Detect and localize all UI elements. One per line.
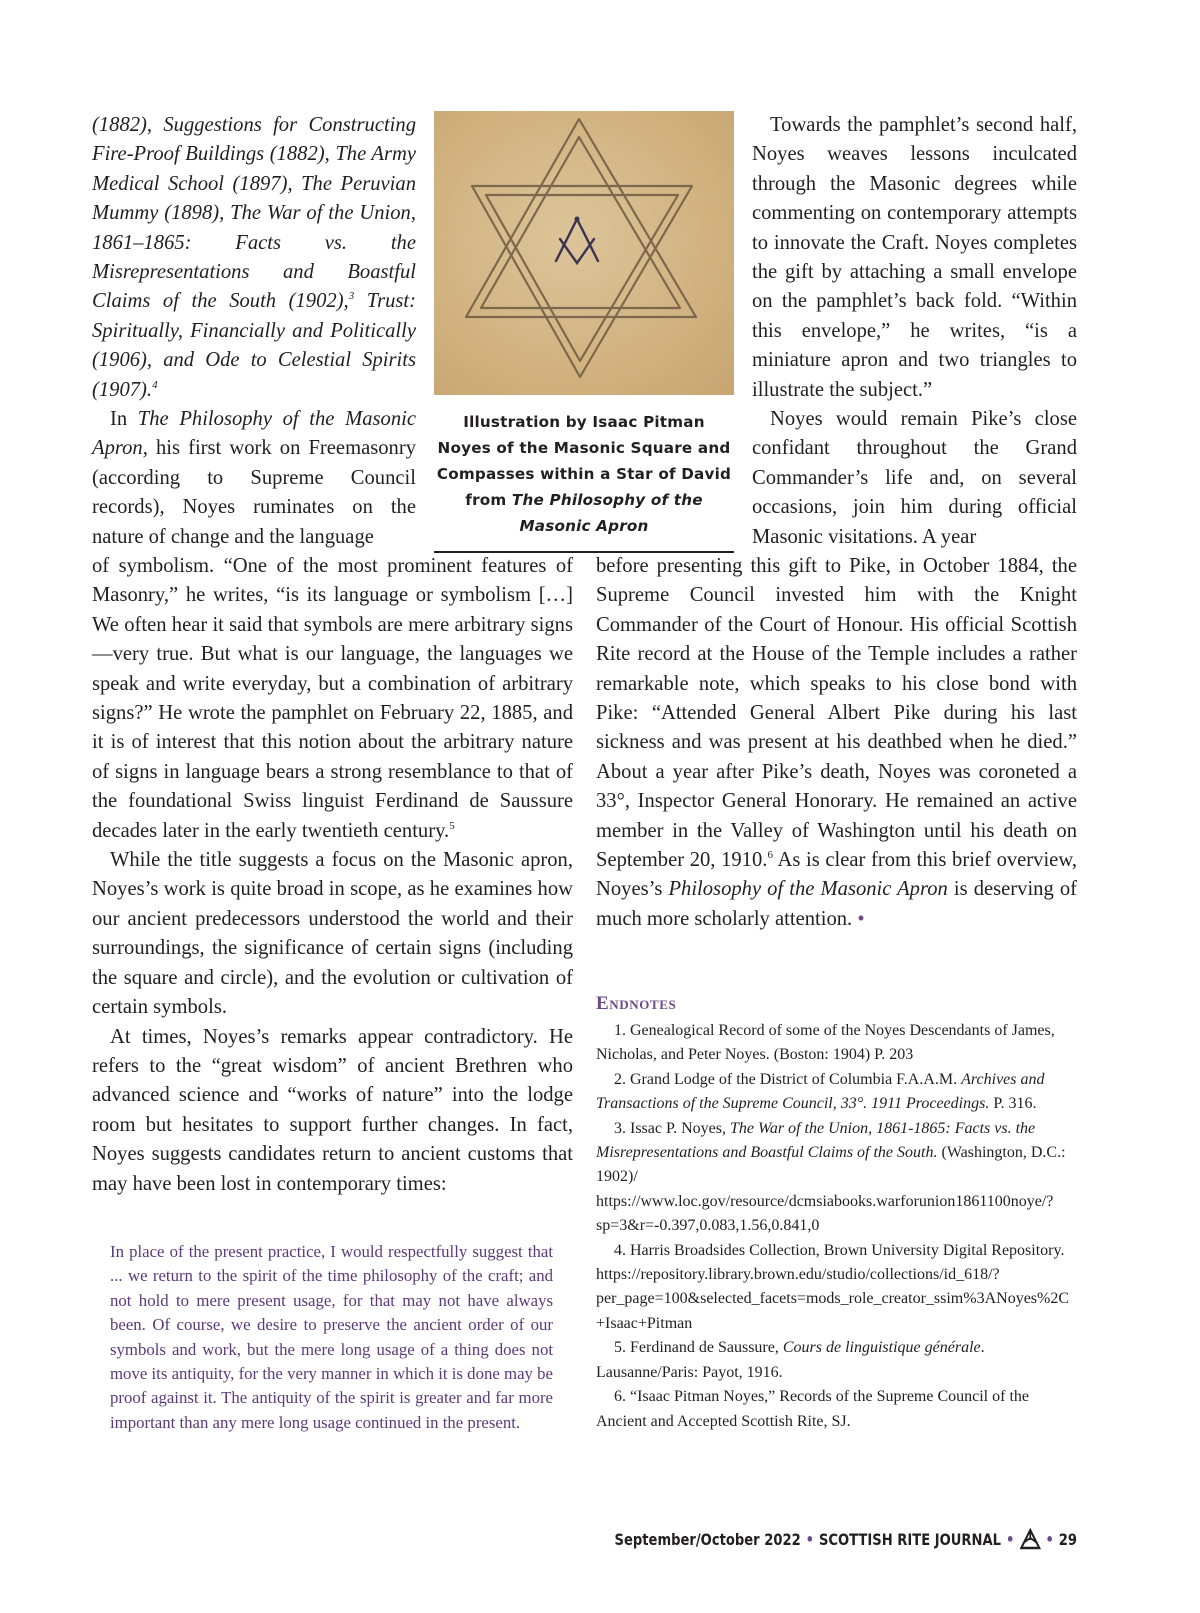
star-square-compasses-icon: [434, 111, 734, 395]
overview-text-end: is deserving of much more scholarly attention.: [596, 878, 1077, 930]
endnote-1: 1. Genealogical Record of some of the Noyes Descendants of James, Nicholas, and Peter Noyes. (Boston: 1904) P. 203: [596, 1022, 1055, 1064]
pike-confidant-paragraph-start: Noyes would remain Pike’s close confidant throughout the Grand Commander’s life and, on several occasions, join him during official Masonic visitations. A year: [752, 408, 1077, 548]
footer-separator-2: •: [1005, 1529, 1015, 1549]
star-of-david-illustration: [434, 111, 734, 395]
knight-commander-text: before presenting this gift to Pike, in October 1884, the Supreme Council invested him with the Knight Commander of the Court of Honour. His official Scottish Rite record at the House of the Temple includes a rather remarkable note, which speaks to his close bond with Pike: “Attended General Albert Pike during his last sickness and was present at his deathbed when he died.” About a year after Pike’s death, Noyes was coroneted a 33°, Inspector General Honorary. He remained an active member in the Valley of Washington until his death on September 20, 1910.: [596, 555, 1077, 872]
endnote-2-b: P. 316.: [989, 1095, 1037, 1113]
end-mark: •: [857, 907, 865, 930]
philosophy-paragraph-start: [92, 405, 416, 552]
column-2-bottom: [596, 552, 1077, 934]
endnotes: [596, 993, 1077, 1434]
footnote-ref-5[interactable]: 5: [449, 819, 455, 832]
endnote-4[interactable]: 4. Harris Broadsides Collection, Brown University Digital Repository. https://repository.library.brown.edu/studio/collections/id_618/?per_page=100&selected_facets=mods_role_creator_ssim%3ANoyes%2C+Isaac+Pitman: [596, 1241, 1070, 1332]
endnote-3-a: 3. Issac P. Noyes,: [614, 1119, 730, 1137]
symbolism-paragraph: [92, 552, 573, 846]
page-footer: [614, 1528, 1077, 1550]
p2-start: In: [110, 408, 138, 431]
overview-title: Philosophy of the Masonic Apron: [668, 878, 948, 901]
column-3-top: [752, 111, 1077, 552]
endnote-2-title: Archives and Transactions of the Supreme Council, 33°. 1911 Proceedings.: [596, 1070, 1045, 1113]
symbolism-text: of symbolism. “One of the most prominent features of Masonry,” he writes, “is its language or symbolism […] We often hear it said that symbols are mere arbitrary signs—very true. But what is our language, the languages we speak and write everyday, but a combination of arbitrary signs?” He wrote the pamphlet on February 22, 1885, and it is of interest that this notion about the arbitrary nature of signs in language bears a strong resemblance to that of the foundational Swiss linguist Ferdinand de Saussure decades later in the early twentieth century.: [92, 555, 573, 842]
endnote-3: [596, 1117, 1077, 1239]
figure-caption: [434, 409, 734, 553]
footer-separator-1: •: [805, 1529, 814, 1549]
apron-scope-paragraph: While the title suggests a focus on the Masonic apron, Noyes’s work is quite broad in scope, as he examines how our ancient predecessors understood the world and their surroundings, the significance of certain signs (including the square and circle), and the evolution or cultivation of certain symbols.: [92, 849, 573, 1019]
column-1-bottom: [92, 552, 573, 1199]
endnote-2-a: 2. Grand Lodge of the District of Columbia F.A.A.M.: [614, 1070, 962, 1088]
footnote-ref-3[interactable]: 3: [348, 290, 355, 303]
endnote-2: [596, 1068, 1077, 1117]
endnotes-heading: Endnotes: [596, 993, 677, 1014]
footer-issue: September/October 2022: [614, 1529, 801, 1549]
block-quote: In place of the present practice, I would respectfully suggest that ... we return to the spirit of the time philosophy of the craft; and not hold to mere present usage, for that may not have always been. Of course, we desire to preserve the ancient order of our symbols and work, but the mere long usage of a thing does not move its antiquity, for the very manner in which it is done may be proof against it. The antiquity of the spirit is greater and far more important than any mere long usage continued in the present.: [110, 1242, 553, 1432]
figure: [434, 111, 734, 553]
footer-separator-3: •: [1045, 1529, 1054, 1549]
caption-title: The Philosophy of the Masonic Apron: [511, 491, 703, 535]
book-list-text-b: Trust: Spiritually, Financially and Politically (1906), and Ode to Celestial Spirits (1907).: [92, 290, 416, 401]
contradictory-paragraph: At times, Noyes’s remarks appear contradictory. He refers to the “great wisdom” of ancient Brethren who advanced science and “works of nature” into the lodge room but hesitates to support further changes. In fact, Noyes suggests candidates return to ancient customs that may have been lost in contemporary times:: [92, 1025, 573, 1195]
footnote-ref-6[interactable]: 6: [767, 849, 773, 862]
p2-rest: his first work on Freemasonry (according to Supreme Council records), Noyes ruminates on the nature of change and the language: [92, 437, 416, 548]
knight-commander-paragraph: [596, 552, 1077, 934]
footer-journal-title: SCOTTISH RITE JOURNAL: [818, 1529, 1001, 1549]
endnote-5-title: Cours de linguistique générale: [782, 1339, 981, 1357]
endnote-6: 6. “Isaac Pitman Noyes,” Records of the Supreme Council of the Ancient and Accepted Scottish Rite, SJ.: [596, 1388, 1029, 1430]
book-list-text-a: (1882), Suggestions for Constructing Fire-Proof Buildings (1882), The Army Medical School (1897), The Peruvian Mummy (1898), The War of the Union, 1861–1865: Facts vs. the Misrepresentations and Boastful Claims of the South (1902),: [92, 114, 416, 313]
column-1-top: [92, 111, 416, 552]
caption-text: Illustration by Isaac Pitman Noyes of the Masonic Square and Compasses within a Star of David from: [436, 413, 732, 509]
endnote-5-b: . Lausanne/Paris: Payot, 1916.: [596, 1339, 985, 1381]
footnote-ref-4[interactable]: 4: [152, 378, 158, 391]
endnote-5: [596, 1336, 1077, 1385]
endnote-3-title: The War of the Union, 1861-1865: Facts vs. the Misrepresentations and Boastful Claims of the South.: [596, 1119, 1036, 1162]
p2-title: The Philosophy of the Masonic Apron,: [92, 408, 416, 460]
endnote-3-link[interactable]: (Washington, D.C.: 1902)/ https://www.loc.gov/resource/dcmsiabooks.warforunion1861100noye/?sp=3&r=-0.397,0.083,1.56,0.841,0: [596, 1144, 1066, 1235]
page-number: 29: [1058, 1529, 1077, 1549]
pamphlet-second-half-paragraph: Towards the pamphlet’s second half, Noyes weaves lessons inculcated through the Masonic degrees while commenting on contemporary attempts to innovate the Craft. Noyes completes the gift by attaching a small envelope on the pamphlet’s back fold. “Within this envelope,” he writes, “is a miniature apron and two triangles to illustrate the subject.”: [752, 114, 1077, 401]
overview-text-start: As is clear from this brief overview, Noyes’s: [596, 849, 1077, 901]
endnote-5-a: 5. Ferdinand de Saussure,: [614, 1339, 783, 1357]
book-list-paragraph: [92, 111, 416, 405]
double-eagle-emblem-icon: [1019, 1528, 1040, 1550]
